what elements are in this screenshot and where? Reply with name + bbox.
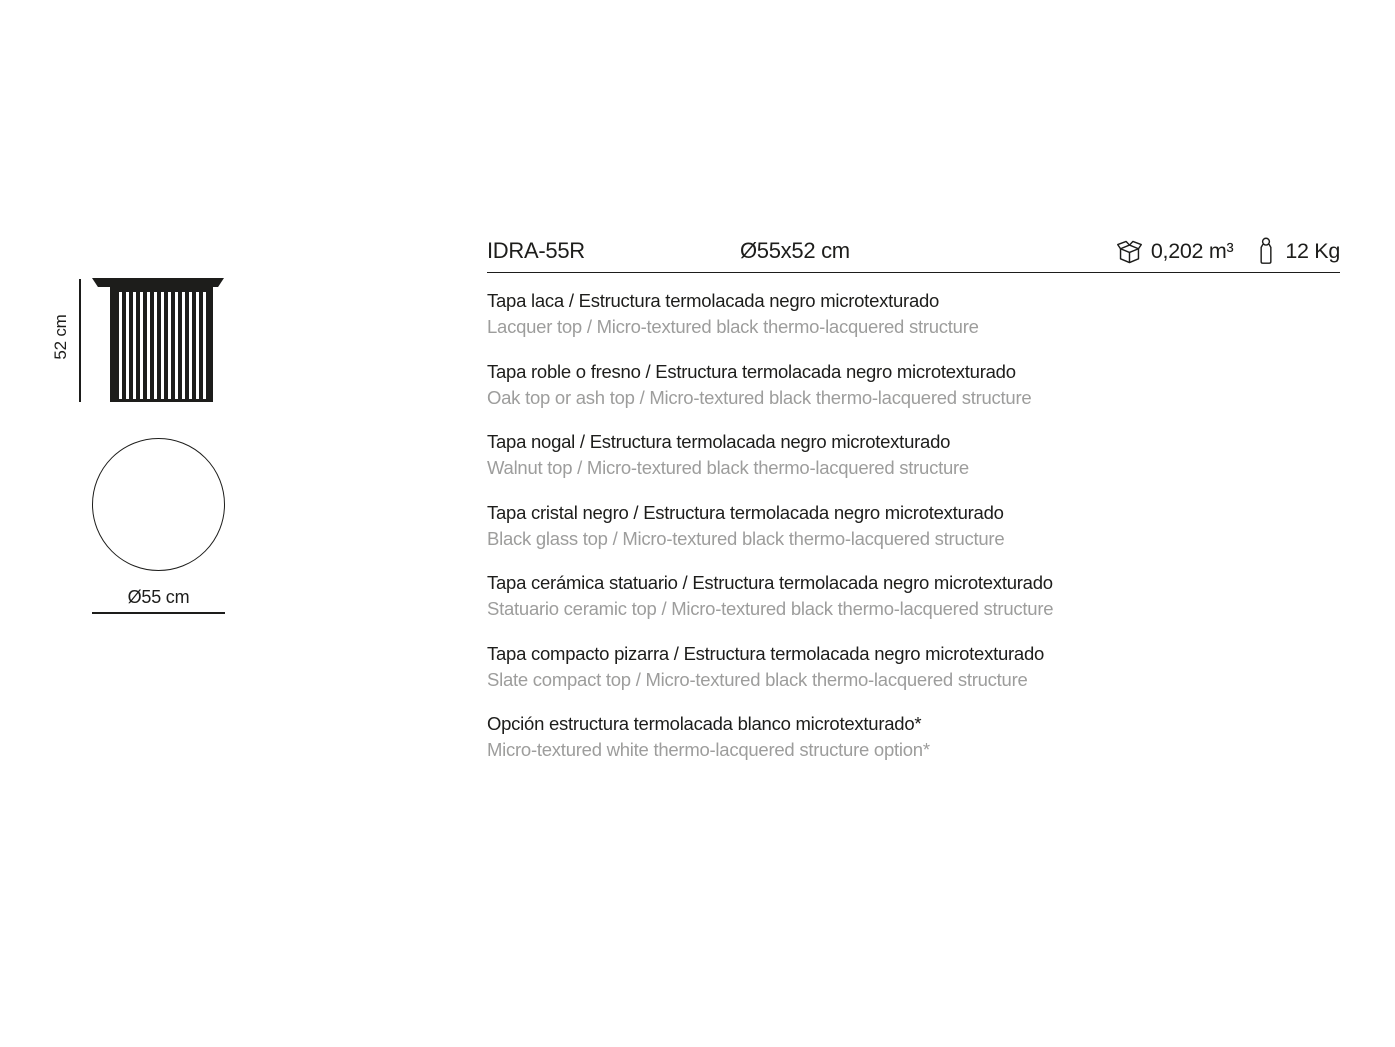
material-name-en: Oak top or ash top / Micro-textured black thermo-lacquered structure: [487, 386, 1032, 408]
material-name-en: Micro-textured white thermo-lacquered structure option*: [487, 739, 930, 760]
material-name-en: Lacquer top / Micro-textured black thermo-lacquered structure: [487, 316, 979, 337]
header-divider: [487, 272, 1340, 273]
material-name-en: Black glass top / Micro-textured black thermo-lacquered structure: [487, 527, 1005, 549]
material-option: [487, 429, 1340, 481]
spec-header: [487, 236, 1340, 272]
weight-icon: [1255, 236, 1277, 266]
weight-metric: [1255, 236, 1340, 266]
material-name-es: Tapa roble o fresno / Estructura termolacada negro microtexturado: [487, 360, 1016, 382]
material-option: [487, 570, 1340, 622]
material-name-en: Walnut top / Micro-textured black thermo-lacquered structure: [487, 457, 969, 478]
open-box-icon: [1116, 237, 1143, 265]
packaging-metrics: [1116, 236, 1340, 266]
material-option: [487, 500, 1340, 552]
material-name-es: Tapa laca / Estructura termolacada negro microtexturado: [487, 290, 940, 311]
product-model: IDRA-55R: [487, 238, 585, 263]
table-side-view-slats: [110, 286, 213, 402]
material-option: [487, 711, 1340, 763]
material-name-es: Opción estructura termolacada blanco microtexturado*: [487, 713, 922, 734]
spec-panel: [487, 236, 1340, 782]
material-name-en: Slate compact top / Micro-textured black thermo-lacquered structure: [487, 668, 1028, 690]
material-option: [487, 288, 1340, 340]
table-top-view-circle: [92, 438, 225, 571]
material-name-es: Tapa compacto pizarra / Estructura termolacada negro microtexturado: [487, 642, 1045, 664]
material-name-es: Tapa nogal / Estructura termolacada negro microtexturado: [487, 431, 951, 452]
material-option: [487, 641, 1340, 693]
product-size: Ø55x52 cm: [740, 238, 850, 263]
material-name-es: Tapa cerámica statuario / Estructura termolacada negro microtexturado: [487, 572, 1053, 593]
materials-list: [487, 288, 1340, 763]
height-dimension-label: 52 cm: [51, 314, 70, 360]
diameter-dimension-line: [92, 612, 225, 614]
diameter-dimension-label: Ø55 cm: [127, 587, 190, 607]
volume-metric: [1116, 237, 1233, 265]
weight-value: 12 Kg: [1285, 238, 1340, 263]
material-name-en: Statuario ceramic top / Micro-textured black thermo-lacquered structure: [487, 598, 1054, 619]
material-name-es: Tapa cristal negro / Estructura termolacada negro microtexturado: [487, 501, 1004, 523]
volume-value: 0,202 m³: [1150, 238, 1234, 263]
height-dimension-line: [79, 279, 81, 402]
material-option: [487, 359, 1340, 411]
